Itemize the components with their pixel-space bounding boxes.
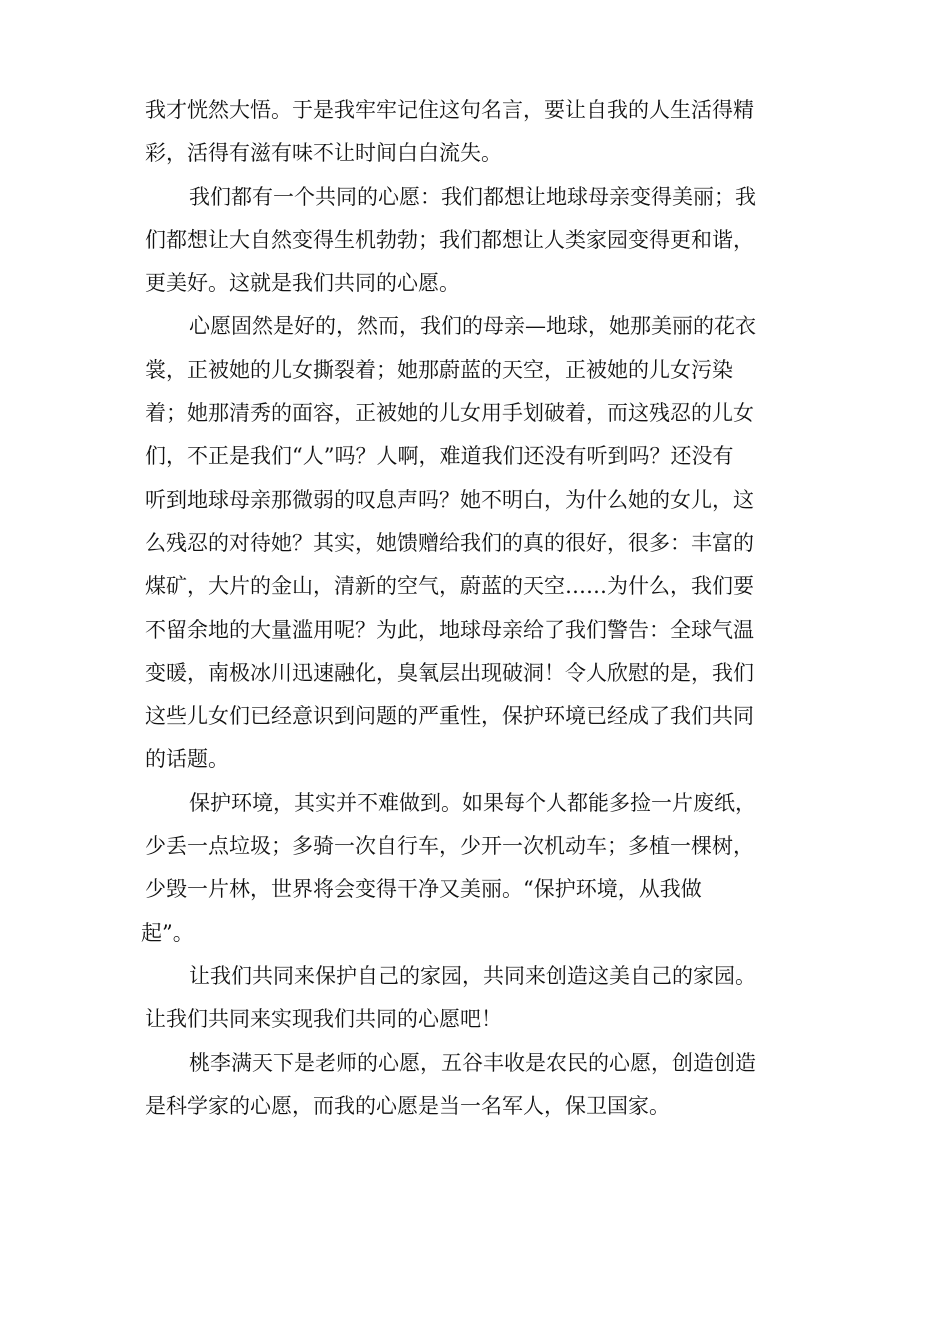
text-line: 我才恍然大悟。于是我牢牢记住这句名言，要让自我的人生活得精 bbox=[145, 98, 754, 122]
text-line: 是科学家的心愿，而我的心愿是当一名军人，保卫国家。 bbox=[145, 1093, 670, 1118]
text-line: 少毁一片林，世界将会变得干净又美丽。“保护环境，从我做 bbox=[145, 877, 702, 902]
text-line: 听到地球母亲那微弱的叹息声吗？她不明白，为什么她的女儿，这 bbox=[145, 487, 754, 512]
paragraph-6 bbox=[145, 1042, 805, 1129]
text-line: 裳，正被她的儿女撕裂着；她那蔚蓝的天空，正被她的儿女污染 bbox=[145, 357, 733, 382]
text-line: 着；她那清秀的面容，正被她的儿女用手划破着，而这残忍的儿女 bbox=[145, 401, 754, 426]
text-line: 让我们共同来实现我们共同的心愿吧！ bbox=[145, 1007, 502, 1032]
text-line: 桃李满天下是老师的心愿，五谷丰收是农民的心愿，创造创造 bbox=[189, 1050, 756, 1075]
text-line: 煤矿，大片的金山，清新的空气，蔚蓝的天空……为什么，我们要 bbox=[145, 574, 754, 599]
text-line: 彩，活得有滋有味不让时间白白流失。 bbox=[145, 141, 502, 166]
text-line: 让我们共同来保护自己的家园，共同来创造这美自己的家园。 bbox=[189, 963, 756, 988]
document-body bbox=[141, 89, 805, 1128]
text-line: 这些儿女们已经意识到问题的严重性，保护环境已经成了我们共同 bbox=[145, 704, 754, 729]
text-line: 我们都有一个共同的心愿：我们都想让地球母亲变得美丽；我 bbox=[189, 184, 756, 209]
text-line: 更美好。这就是我们共同的心愿。 bbox=[145, 271, 460, 296]
paragraph-4 bbox=[141, 782, 805, 955]
text-line: 的话题。 bbox=[145, 747, 229, 772]
text-line: 保护环境，其实并不难做到。如果每个人都能多捡一片废纸， bbox=[189, 790, 756, 815]
paragraph-5 bbox=[145, 955, 805, 1042]
text-line: 少丢一点垃圾；多骑一次自行车，少开一次机动车；多植一棵树， bbox=[145, 834, 754, 859]
paragraph-2 bbox=[145, 176, 805, 306]
paragraph-1 bbox=[145, 89, 805, 176]
text-line: 不留余地的大量滥用呢？为此，地球母亲给了我们警告：全球气温 bbox=[145, 617, 754, 642]
text-line: 心愿固然是好的，然而，我们的母亲—地球，她那美丽的花衣 bbox=[189, 314, 756, 339]
text-line: 起”。 bbox=[141, 920, 194, 945]
paragraph-3 bbox=[145, 305, 805, 781]
text-line: 们，不正是我们“人”吗？人啊，难道我们还没有听到吗？还没有 bbox=[145, 444, 734, 469]
text-line: 们都想让大自然变得生机勃勃；我们都想让人类家园变得更和谐， bbox=[145, 227, 754, 252]
text-line: 么残忍的对待她？其实，她馈赠给我们的真的很好，很多：丰富的 bbox=[145, 530, 754, 555]
text-line: 变暖，南极冰川迅速融化，臭氧层出现破洞！令人欣慰的是，我们 bbox=[145, 660, 754, 685]
